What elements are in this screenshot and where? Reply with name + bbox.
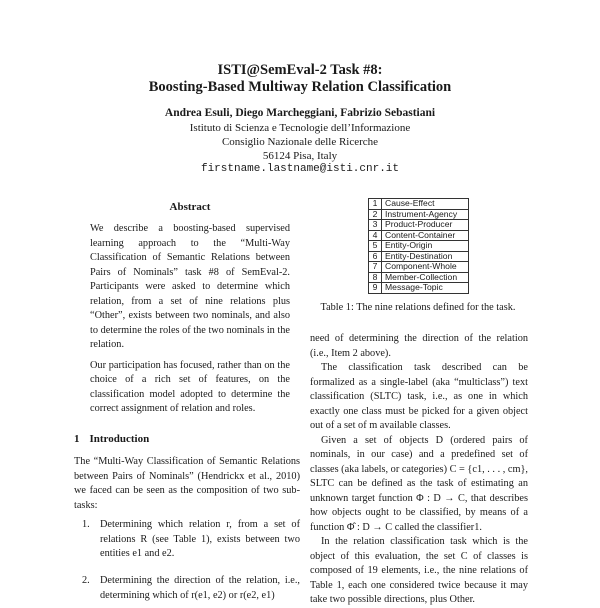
right-paragraph-3: Given a set of objects D (ordered pairs of nominals, in our case) and a predefined set of classes (aka labels, or categories) C = {c1, . . . , cm}, SLTC can be defined as the task of estimating an unknown target function Φ : D → C, that describes how objects ought to be classified, by means of a function Φ̂ : D → C called the classifier1.: [310, 434, 528, 533]
row-number: 1: [369, 199, 382, 210]
row-number: 2: [369, 209, 382, 220]
list-item-text: Determining the direction of the relation, i.e., determining which of r(e1, e2) or r(e2, e1): [100, 575, 300, 601]
relation-name: Instrument-Agency: [382, 209, 469, 220]
introduction-heading: [74, 433, 159, 445]
paper-title-line1: ISTI@SemEval-2 Task #8:: [217, 62, 383, 78]
row-number: 7: [369, 262, 382, 273]
relation-name: Product-Producer: [382, 220, 469, 231]
section-number: 1: [74, 433, 80, 445]
affiliation-institute: Istituto di Scienza e Tecnologie dell’Informazione: [189, 122, 411, 134]
table-row: [369, 199, 469, 210]
relation-name: Component-Whole: [382, 262, 469, 273]
table-row: [369, 272, 469, 283]
relation-name: Cause-Effect: [382, 199, 469, 210]
table-row: [369, 230, 469, 241]
authors: Andrea Esuli, Diego Marcheggiani, Fabrizio Sebastiani: [164, 107, 436, 119]
abstract-body: [90, 222, 290, 423]
row-number: 6: [369, 251, 382, 262]
relation-name: Member-Collection: [382, 272, 469, 283]
list-item: [74, 518, 300, 562]
table-row: [369, 251, 469, 262]
affiliation-address: 56124 Pisa, Italy: [262, 150, 338, 162]
list-item: [74, 574, 300, 603]
relation-name: Entity-Destination: [382, 251, 469, 262]
row-number: 4: [369, 230, 382, 241]
row-number: 9: [369, 283, 382, 294]
relation-name: Entity-Origin: [382, 241, 469, 252]
abstract-heading: Abstract: [169, 201, 211, 213]
right-column-body: [310, 332, 528, 608]
abstract-paragraph-1: We describe a boosting-based supervised learning approach to the “Multi-Way Classification of Semantic Relations between Pairs of Nominals” task #8 of SemEval-2. Participants were asked to determine which relation, from a set of nine relations plus “Other”, exists between two nominals, and also to determine the roles of the two nominals in the relation.: [90, 223, 290, 350]
table-row: [369, 241, 469, 252]
introduction-paragraph: The “Multi-Way Classification of Semantic Relations between Pairs of Nominals” (Hendrickx et al., 2010) we faced can be seen as the composition of two sub-tasks:: [74, 456, 300, 511]
relation-name: Content-Container: [382, 230, 469, 241]
right-paragraph-4: In the relation classification task which is the object of this evaluation, the set C of classes is composed of 19 elements, i.e., the nine relations of Table 1, each one considered twice because it may take two possible directions, plus Other.: [310, 536, 528, 605]
list-item-number: 2.: [82, 575, 90, 586]
right-paragraph-1: need of determining the direction of the relation (i.e., Item 2 above).: [310, 333, 528, 359]
list-item-number: 1.: [82, 519, 90, 530]
section-title: Introduction: [89, 433, 150, 445]
table-caption: Table 1: The nine relations defined for the task.: [320, 302, 516, 313]
affiliation-council: Consiglio Nazionale delle Ricerche: [221, 136, 379, 148]
abstract-paragraph-2: Our participation has focused, rather than on the choice of a rich set of features, on the classification model adopted to determine the correct assignment of relation and roles.: [90, 359, 290, 414]
table-row: [369, 220, 469, 231]
right-paragraph-2: The classification task described can be formalized as a single-label (aka “multiclass”) text classification (SLTC) task, i.e., as one in which exactly one class must be picked for a given object out of a set of m available classes.: [310, 362, 528, 431]
relation-name: Message-Topic: [382, 283, 469, 294]
paper-title-line2: Boosting-Based Multiway Relation Classification: [148, 79, 452, 95]
row-number: 5: [369, 241, 382, 252]
relations-table: [368, 198, 469, 294]
list-item-text: Determining which relation r, from a set of relations R (see Table 1), exists between two entities e1 and e2.: [100, 519, 300, 559]
table-row: [369, 209, 469, 220]
author-email: firstname.lastname@isti.cnr.it: [200, 163, 400, 175]
row-number: 8: [369, 272, 382, 283]
table-row: [369, 262, 469, 273]
table-row: [369, 283, 469, 294]
row-number: 3: [369, 220, 382, 231]
